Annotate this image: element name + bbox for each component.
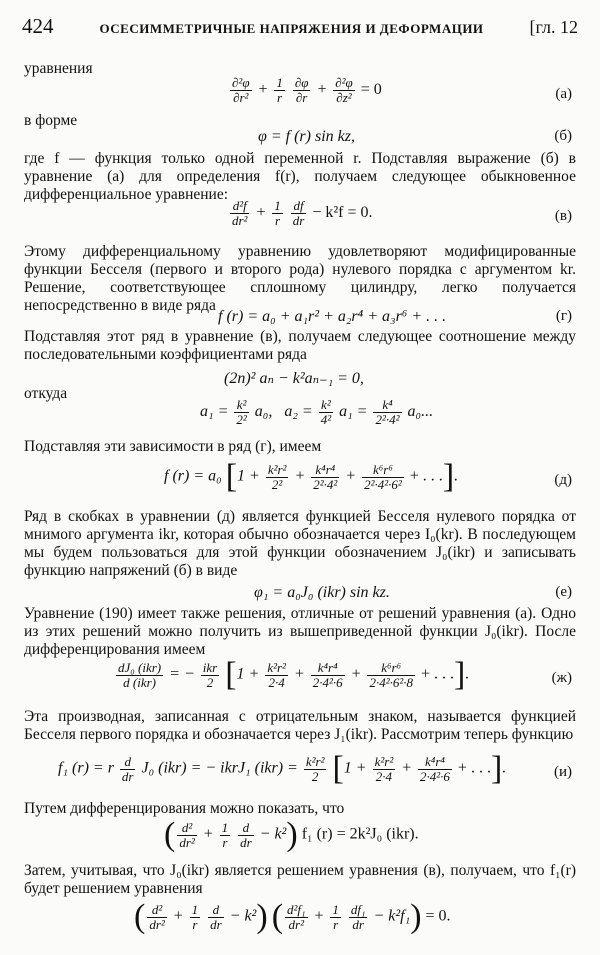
equation-label: (е) (555, 584, 572, 600)
page-header (22, 14, 578, 38)
paragraph: Ряд в скобках в уравнении (д) является функцией Бесселя нулевого порядка от мнимого аргумента ikr, которая обычно обозначается через I₀(kr). В последующем мы будем пользоваться для этой функции обозначением J₀(ikr) и записывать функцию напряжений (б) в виде (24, 508, 576, 579)
paragraph: где f — функция только одной переменной r. Подставляя выражение (б) в уравнение (а) для определения f(r), получаем следующее обыкновенное дифференциальное уравнение: (24, 150, 576, 203)
paragraph: Подставляя эти зависимости в ряд (г), имеем (24, 438, 322, 455)
equation-label: (в) (554, 208, 572, 224)
equation-final: ( $\frac{\text{d²}}{\text{dr²}}$ + $\frac{1}{r}$ $\frac{d}{dr}$ − k²) ( $\frac{\text{d²f₁}}{\text{dr²}}$ + $\frac{1}{r}$ $\frac{\text{df₁}}{dr}$ − k²f₁) = 0. (134, 898, 451, 935)
equation-label: (г) (555, 308, 572, 324)
equation-b: φ = f (r) sin kz, (б) (258, 128, 572, 145)
equation-label: (ж) (551, 670, 572, 686)
equation-i: f₁ (r) = r $\frac{d}{dr}$ J₀ (ikr) = − ikrJ₁ (ikr) = $\frac{\text{k²r²}}{2}$ [1 + $\frac{\text{k²r²}}{2\cdot 4}$ + $\frac{\text{k⁴r⁴}}{\text{2·4²·6}}$ + . . .]. (и) (58, 750, 572, 787)
equation-label: (д) (554, 472, 572, 488)
equation-identity: ( $\frac{\text{d²}}{\text{dr²}}$ + $\frac{1}{r}$ $\frac{d}{dr}$ − k²) f₁ (r) = 2k²J₀ (ikr). (164, 816, 419, 853)
equation-a: $\frac{\text{∂²φ}}{\text{∂r²}}$ + $\frac{1}{r}$ $\frac{\partial\varphi}{\partial r}$ + $\frac{\text{∂²φ}}{\text{∂z²}}$ = 0 (а) (232, 75, 572, 105)
paragraph: Эта производная, записанная с отрицательным знаком, называется функцией Бесселя первого порядка и обозначается через J₁(ikr). Рассмотрим теперь функцию (24, 708, 576, 743)
equation-v: $\frac{\text{d²f}}{\text{dr²}}$ + $\frac{1}{r}$ $\frac{df}{dr}$ − k²f = 0. (в) (232, 198, 572, 228)
equation-relation: (2n)² aₙ − k²aₙ₋₁ = 0, (224, 370, 364, 387)
equation-label: (и) (553, 764, 572, 780)
paragraph: в форме (24, 112, 78, 129)
paragraph: откуда (24, 385, 68, 402)
equation-g: f (r) = a₀ + a₁r² + a₂r⁴ + a₃r⁶ + . . . (г) (218, 308, 572, 325)
equation-label: (б) (554, 128, 572, 144)
paragraph: Подставляя этот ряд в уравнение (в), получаем следующее соотношение между последовательными коэффициентами ряда (24, 328, 576, 363)
chapter-ref: [гл. 12 (529, 17, 578, 37)
paragraph: Путем дифференцирования можно показать, что (24, 800, 345, 817)
running-title: ОСЕСИММЕТРИЧНЫЕ НАПРЯЖЕНИЯ И ДЕФОРМАЦИИ (99, 21, 484, 36)
equation-zh: $\frac{\text{dJ₀ (ikr)}}{\text{d (ikr)}}$ = − $\frac{\text{ikr}}{2}$ [1 + $\frac{\text{k²r²}}{2\cdot 4}$ + $\frac{\text{k⁴r⁴}}{\text{2·4²·6}}$ + $\frac{\text{k⁶r⁶}}{\text{2·4²·6²·8}}$ + . . .]. (ж) (118, 656, 572, 693)
paragraph: Уравнение (190) имеет также решения, отличные от решений уравнения (а). Одно из этих решений можно получить из вышеприведенной функции J₀(ikr). После дифференцирования имеем (24, 605, 576, 658)
page-number: 424 (22, 14, 54, 38)
equation-label: (а) (555, 86, 572, 102)
equation-d: f (r) = a₀ [1 + $\frac{\text{k²r²}}{\text{2²}}$ + $\frac{\text{k⁴r⁴}}{\text{2²·4²}}$ + $\frac{\text{k⁶r⁶}}{\text{2²·4²·6²}}$ + . . .]. (д) (164, 458, 572, 495)
paragraph: уравнения (24, 60, 93, 77)
paragraph: Этому дифференциальному уравнению удовлетворяют модифицированные функции Бесселя (первого и второго рода) нулевого порядка с аргументом kr. Решение, соответствующее сплошному цилиндру, легко получается непосредственно в виде ряда (24, 243, 576, 314)
equation-coefficients: a₁ = $\frac{\text{k²}}{\text{2²}}$ a₀, a₂ = $\frac{\text{k²}}{\text{4²}}$ a₁ = $\frac{\text{k⁴}}{\text{2²·4²}}$ a₀... (200, 397, 434, 427)
equation-e: φ₁ = a₀J₀ (ikr) sin kz. (е) (254, 584, 572, 601)
paragraph: Затем, учитывая, что J₀(ikr) является решением уравнения (в), получаем, что f₁(r) будет решением уравнения (24, 862, 576, 897)
